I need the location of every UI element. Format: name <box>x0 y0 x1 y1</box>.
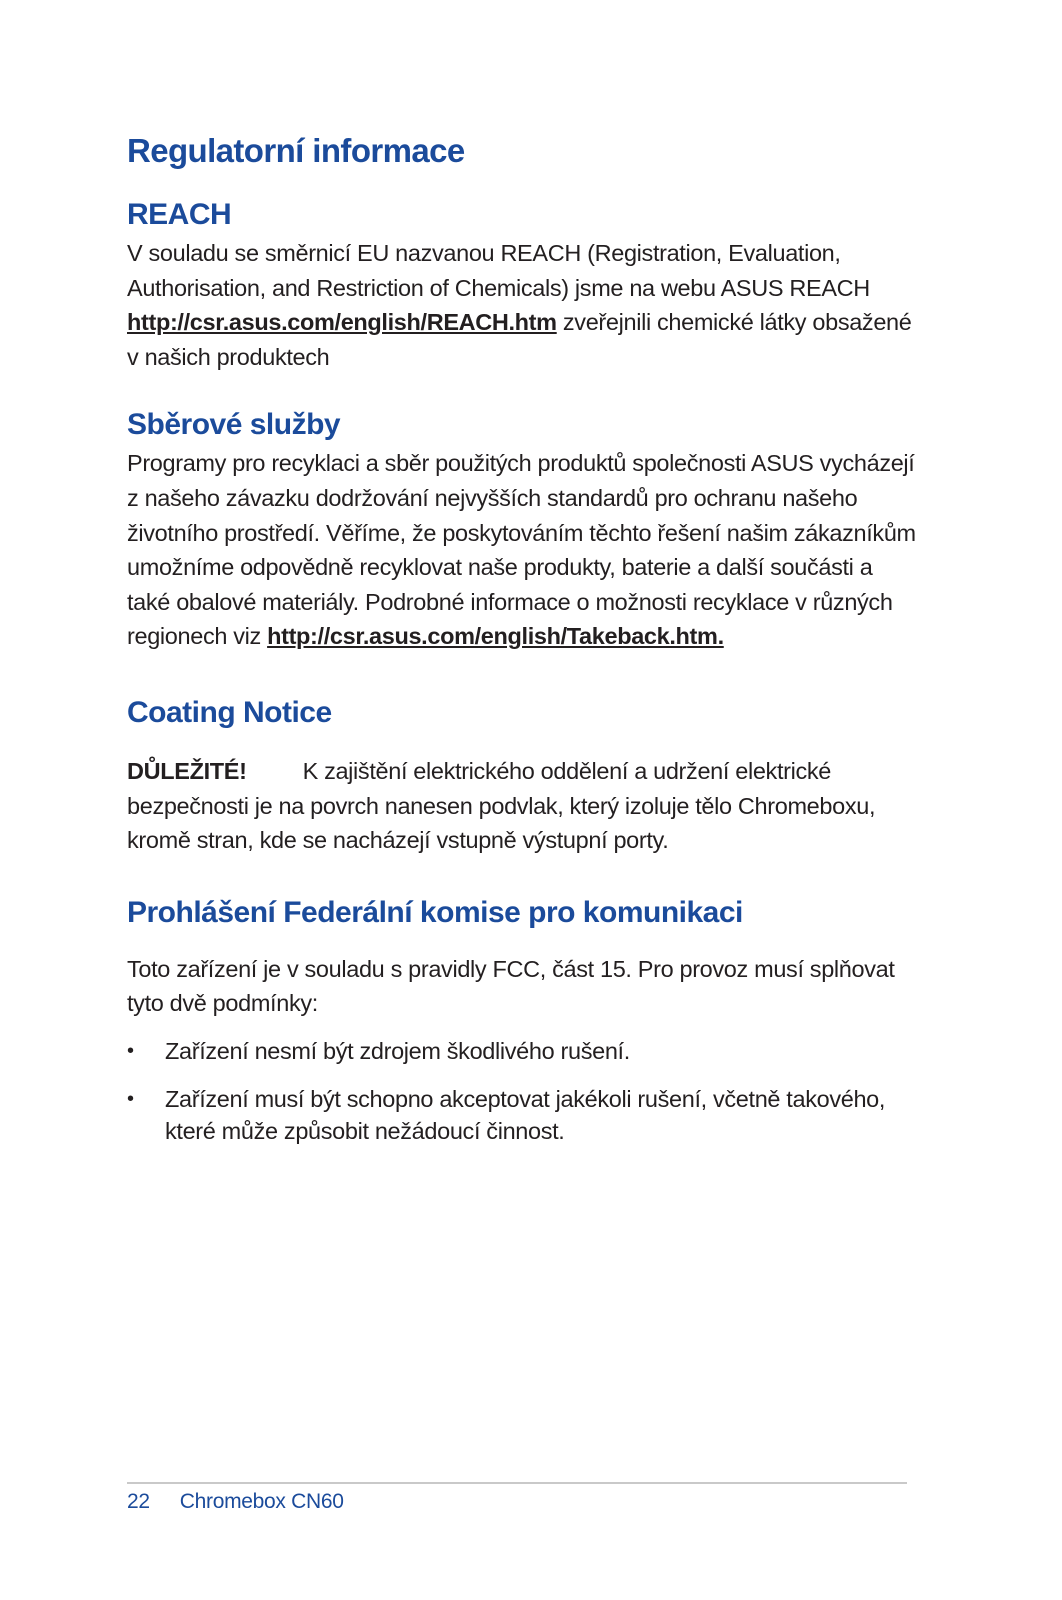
reach-link[interactable]: http://csr.asus.com/english/REACH.htm <box>127 309 557 336</box>
reach-heading: REACH <box>127 198 232 231</box>
fcc-intro: Toto zařízení je v souladu s pravidly FCC, část 15. Pro provoz musí splňovat tyto dvě podmínky: <box>127 955 895 1017</box>
list-item <box>127 1035 917 1067</box>
list-item <box>127 1083 917 1147</box>
footer-divider <box>127 1482 907 1484</box>
page-title: Regulatorní informace <box>127 132 465 169</box>
page-footer <box>127 1490 344 1514</box>
takeback-link[interactable]: http://csr.asus.com/english/Takeback.htm. <box>267 623 724 650</box>
list-item-text: Zařízení nesmí být zdrojem škodlivého rušení. <box>165 1037 630 1064</box>
reach-paragraph <box>127 236 917 374</box>
important-label: DŮLEŽITÉ! <box>127 757 247 784</box>
fcc-conditions-list <box>127 1035 917 1147</box>
page-number: 22 <box>127 1490 150 1513</box>
coating-text: K zajištění elektrického oddělení a udržení elektrické bezpečnosti je na povrch nanesen podvlak, který izoluje tělo Chromeboxu, kromě stran, kde se nacházejí vstupně výstupní porty. <box>127 757 876 854</box>
fcc-heading: Prohlášení Federální komise pro komunikaci <box>127 895 743 929</box>
recycling-text: Programy pro recyklaci a sběr použitých produktů společnosti ASUS vycházejí z našeho závazku dodržování nejvyšších standardů pro ochranu našeho životního prostředí. Věříme, že poskytováním těchto řešení našim zákazníkům umožníme odpovědně recyklovat naše produkty, baterie a další součásti a také obalové materiály. Podrobné informace o možnosti recyklace v různých regionech viz <box>127 450 916 650</box>
recycling-heading: Sběrové služby <box>127 408 341 442</box>
coating-paragraph <box>127 754 917 858</box>
bullet-icon: • <box>127 1039 134 1062</box>
recycling-paragraph <box>127 446 917 654</box>
document-page <box>127 128 917 1163</box>
product-name: Chromebox CN60 <box>179 1490 344 1513</box>
reach-text-after: zveřejnili chemické látky obsažené v našich produktech <box>127 309 912 370</box>
coating-heading: Coating Notice <box>127 695 332 729</box>
list-item-text: Zařízení musí být schopno akceptovat jakékoli rušení, včetně takového, které může způsobit nežádoucí činnost. <box>165 1085 886 1144</box>
bullet-icon: • <box>127 1087 134 1110</box>
reach-text-before: V souladu se směrnicí EU nazvanou REACH (Registration, Evaluation, Authorisation, and Restriction of Chemicals) jsme na webu ASUS REACH <box>127 240 870 301</box>
